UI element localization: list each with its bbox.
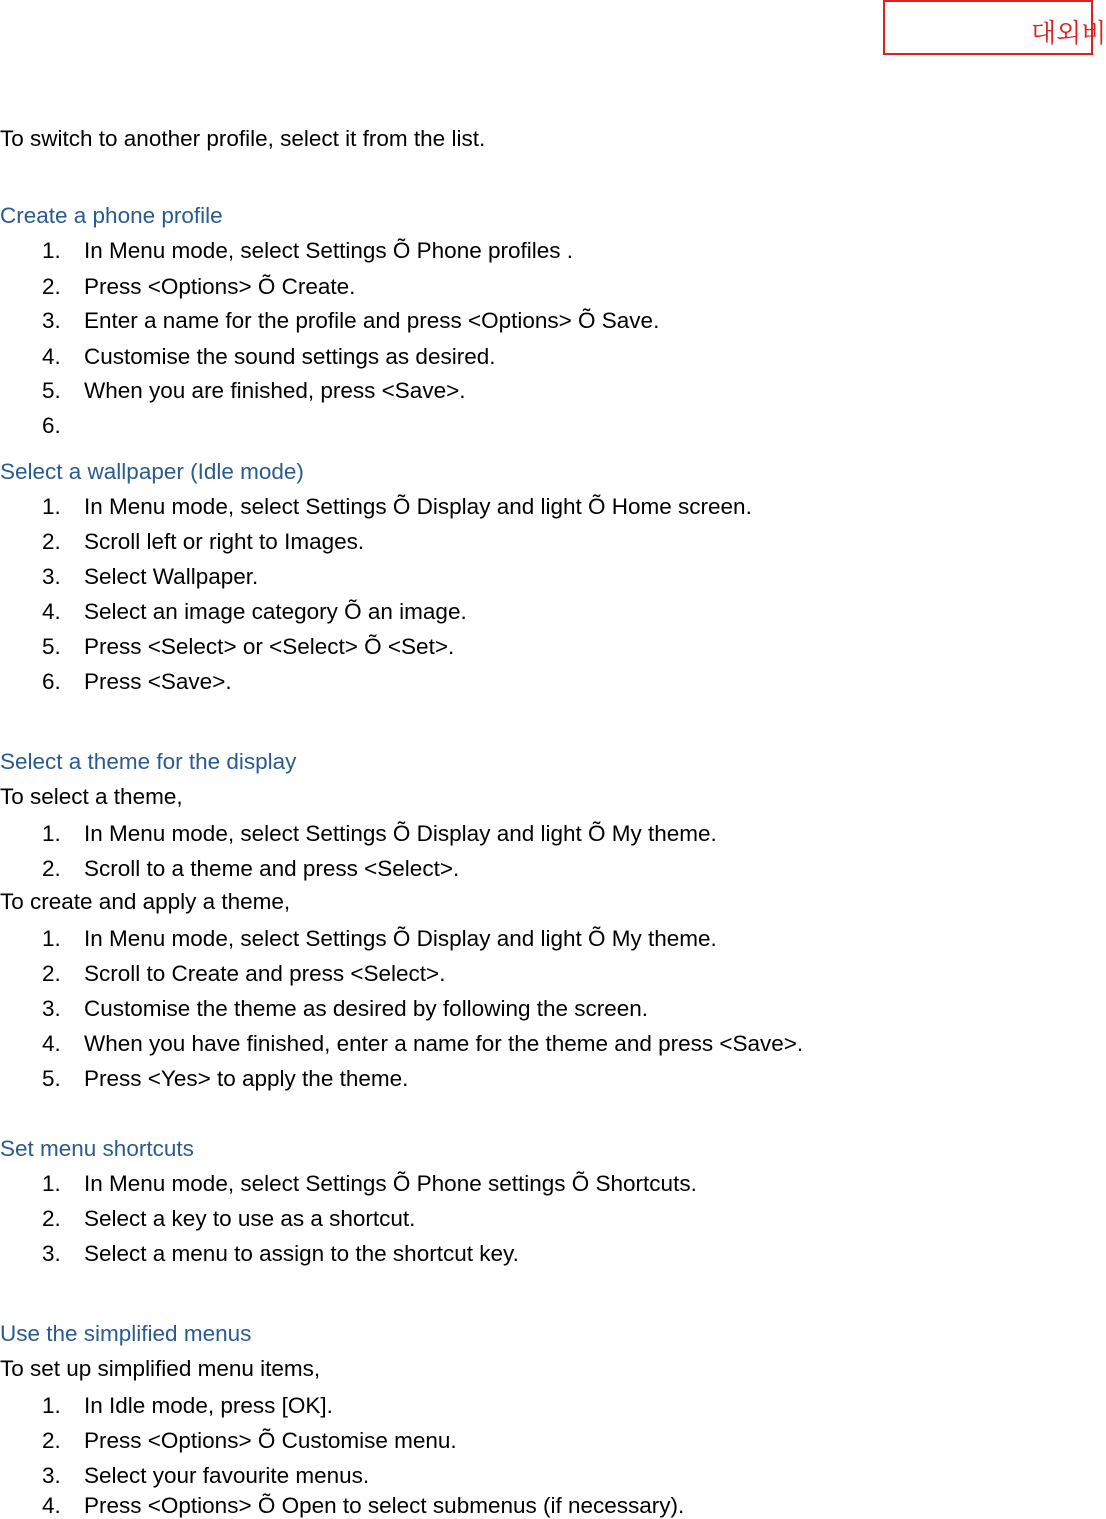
section-heading-simplified-menus: Use the simplified menus xyxy=(0,1321,252,1346)
stamp-text: 대외비 xyxy=(1031,19,1106,49)
section-heading-wallpaper: Select a wallpaper (Idle mode) xyxy=(0,459,304,484)
section-heading-create-profile: Create a phone profile xyxy=(0,203,223,228)
lead-text: To set up simplified menu items, xyxy=(0,1356,321,1381)
intro-paragraph: To switch to another profile, select it from the list. xyxy=(0,126,486,151)
lead-text: To create and apply a theme, xyxy=(0,889,291,914)
section-heading-shortcuts: Set menu shortcuts xyxy=(0,1136,194,1161)
section-heading-theme: Select a theme for the display xyxy=(0,749,297,774)
confidential-stamp xyxy=(883,0,1106,55)
lead-text: To select a theme, xyxy=(0,784,183,809)
